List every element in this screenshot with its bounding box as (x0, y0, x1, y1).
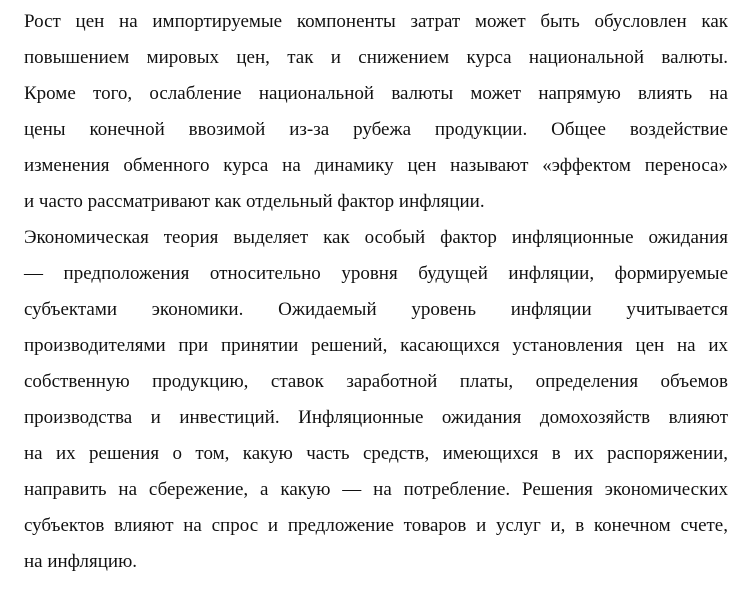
paragraph-1-line-3: Кроме того, ослабление национальной валюты может напрямую влиять на (24, 83, 728, 104)
paragraph-2-line-2: — предположения относительно уровня будущей инфляции, формируемые (24, 263, 728, 284)
paragraph-2-line-8: направить на сбережение, а какую — на потребление. Решения экономических (24, 479, 728, 500)
paragraph-2-line-3: субъектами экономики. Ожидаемый уровень инфляции учитывается (24, 299, 728, 320)
paragraph-2-line-9: субъектов влияют на спрос и предложение товаров и услуг и, в конечном счете, (24, 515, 728, 536)
paragraph-1-line-4: цены конечной ввозимой из-за рубежа продукции. Общее воздействие (24, 119, 728, 140)
paragraph-2-line-1: Экономическая теория выделяет как особый фактор инфляционные ожидания (24, 227, 728, 248)
paragraph-2-line-7: на их решения о том, какую часть средств, имеющихся в их распоряжении, (24, 443, 728, 464)
paragraph-2-line-4: производителями при принятии решений, касающихся установления цен на их (24, 335, 728, 356)
paragraph-1-line-6: и часто рассматривают как отдельный фактор инфляции. (24, 191, 485, 212)
paragraph-2-line-10: на инфляцию. (24, 551, 138, 572)
paragraph-1-line-5: изменения обменного курса на динамику цен называют «эффектом переноса» (24, 155, 728, 176)
paragraph-1-line-2: повышением мировых цен, так и снижением курса национальной валюты. (24, 47, 728, 68)
paragraph-2-line-5: собственную продукцию, ставок заработной платы, определения объемов (24, 371, 728, 392)
paragraph-1-line-1: Рост цен на импортируемые компоненты затрат может быть обусловлен как (24, 11, 728, 32)
paragraph-2-line-6: производства и инвестиций. Инфляционные ожидания домохозяйств влияют (24, 407, 728, 428)
